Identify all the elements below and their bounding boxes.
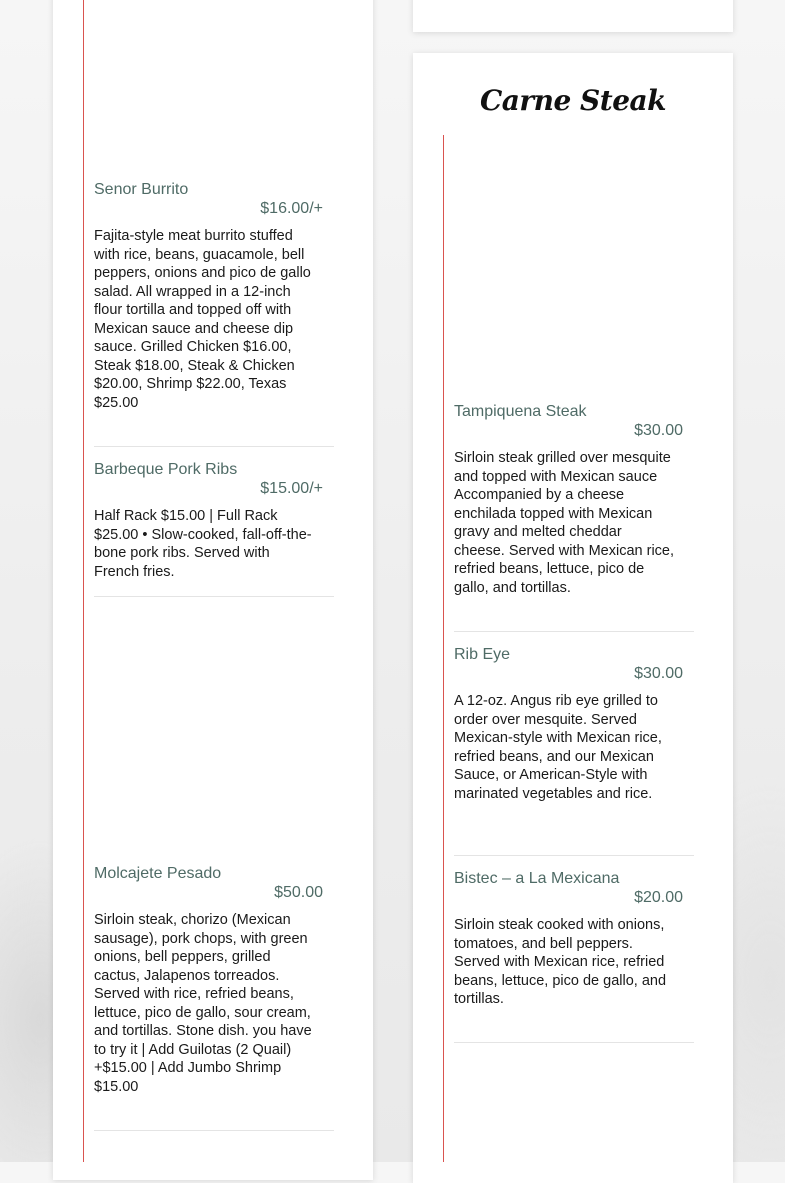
menu-panel-carne-steak — [413, 53, 733, 1183]
menu-item[interactable] — [94, 180, 334, 412]
menu-item-price: $20.00 — [634, 889, 683, 906]
menu-item-description: Sirloin steak grilled over mesquite and topped with Mexican sauce Accompanied by a cheese enchilada topped with Mexican gravy and melted cheddar cheese. Served with Mexican rice, refried beans, lettuce, pico de gallo, and tortillas. — [454, 450, 675, 596]
menu-item-name: Senor Burrito — [94, 181, 189, 198]
menu-item-price: $50.00 — [274, 884, 323, 901]
item-divider — [94, 446, 334, 447]
accent-rule-right — [443, 135, 444, 1162]
menu-item-price: $16.00/+ — [260, 200, 323, 217]
menu-item-price: $30.00 — [634, 422, 683, 439]
menu-panel-right-top — [413, 0, 733, 32]
section-title: Carne Steak — [479, 84, 667, 117]
menu-item-description: Sirloin steak cooked with onions, tomatoes, and bell peppers. Served with Mexican rice, refried beans, lettuce, pico de gallo, and tortillas. — [454, 917, 667, 1007]
menu-item[interactable] — [94, 460, 334, 581]
menu-item[interactable] — [94, 864, 334, 1096]
menu-item-name: Tampiquena Steak — [454, 403, 587, 420]
item-divider — [454, 855, 694, 856]
item-divider — [454, 1042, 694, 1043]
menu-item[interactable] — [454, 869, 694, 1009]
menu-item-description: A 12-oz. Angus rib eye grilled to order over mesquite. Served Mexican-style with Mexican rice, refried beans, and our Mexican Sauce, or American-Style with marinated vegetables and rice. — [454, 693, 662, 802]
item-divider — [454, 631, 694, 632]
menu-item[interactable] — [454, 645, 694, 803]
menu-item-description: Sirloin steak, chorizo (Mexican sausage), pork chops, with green onions, bell peppers, grilled cactus, Jalapenos torreados. Served with rice, refried beans, lettuce, pico de gallo, sour cream, and tortillas. Stone dish. you have to try it | Add Guilotas (2 Quail) +$15.00 | Add Jumbo Shrimp $15.00 — [94, 912, 312, 1095]
menu-item-description: Half Rack $15.00 | Full Rack $25.00 • Slow-cooked, fall-off-the-bone pork ribs. Served with French fries. — [94, 508, 312, 580]
item-divider — [94, 596, 334, 597]
menu-item-name: Molcajete Pesado — [94, 865, 222, 882]
accent-rule-left — [83, 0, 84, 1162]
menu-item-price: $30.00 — [634, 665, 683, 682]
menu-item-name: Barbeque Pork Ribs — [94, 461, 238, 478]
menu-item-description: Fajita-style meat burrito stuffed with rice, beans, guacamole, bell peppers, onions and pico de gallo salad. All wrapped in a 12-inch flour tortilla and topped off with Mexican sauce and cheese dip sauce. Grilled Chicken $16.00, Steak $18.00, Steak & Chicken $20.00, Shrimp $22.00, Texas $25.00 — [94, 228, 311, 411]
item-divider — [94, 1130, 334, 1131]
menu-item-name: Rib Eye — [454, 646, 511, 663]
menu-item-price: $15.00/+ — [260, 480, 323, 497]
menu-item[interactable] — [454, 402, 694, 597]
menu-item-name: Bistec – a La Mexicana — [454, 870, 620, 887]
